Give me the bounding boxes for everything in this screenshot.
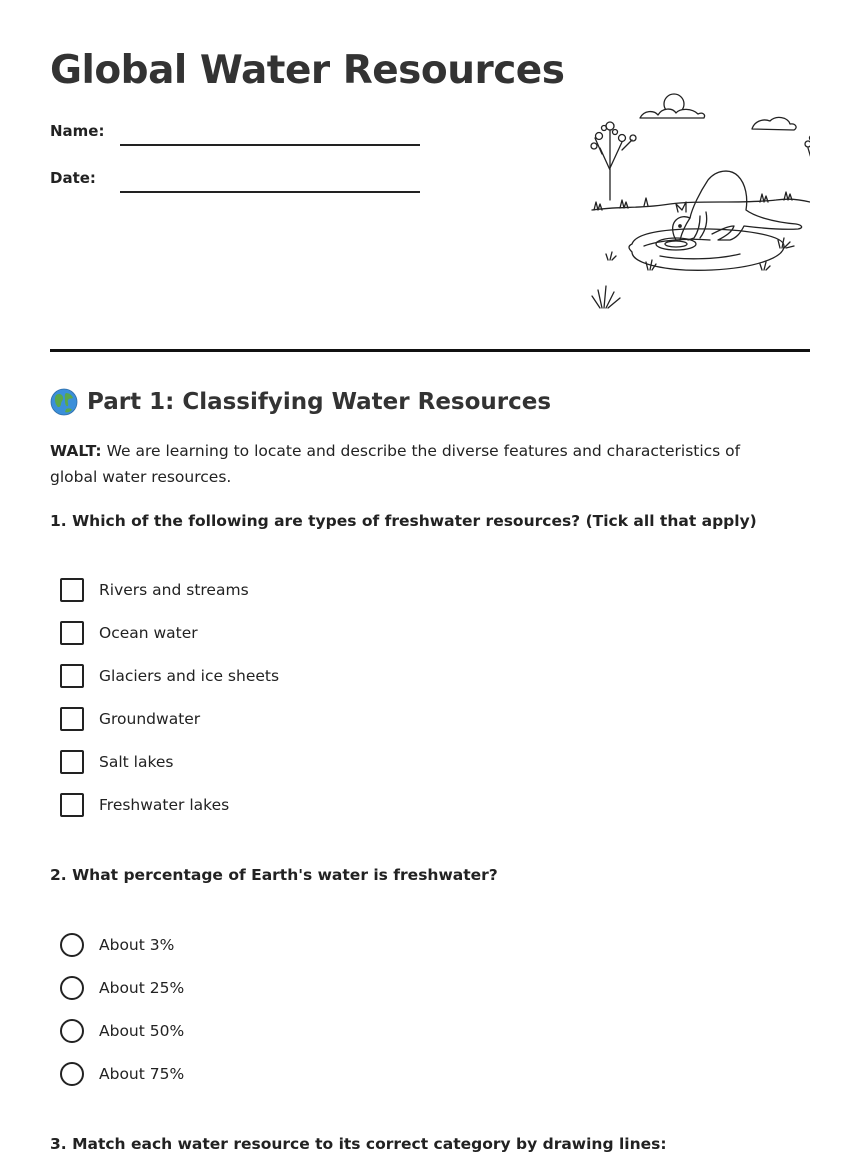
walt-text: We are learning to locate and describe the diverse features and characteristics of global water resources. bbox=[50, 442, 741, 486]
option-glaciers-ice-sheets[interactable]: Glaciers and ice sheets bbox=[60, 654, 279, 697]
section-divider bbox=[50, 349, 810, 352]
radio-button[interactable] bbox=[60, 1019, 84, 1043]
kangaroo-illustration bbox=[540, 88, 810, 316]
sun-icon bbox=[640, 94, 705, 118]
question-1: 1. Which of the following are types of freshwater resources? (Tick all that apply) bbox=[50, 512, 757, 530]
part1-heading bbox=[50, 388, 551, 416]
option-about-75-percent[interactable]: About 75% bbox=[60, 1052, 184, 1095]
option-about-3-percent[interactable]: About 3% bbox=[60, 923, 184, 966]
option-salt-lakes[interactable]: Salt lakes bbox=[60, 740, 279, 783]
walt-label: WALT: bbox=[50, 442, 102, 460]
page-title: Global Water Resources bbox=[50, 48, 565, 93]
tree-right-icon bbox=[805, 129, 810, 199]
option-about-50-percent[interactable]: About 50% bbox=[60, 1009, 184, 1052]
name-input-line[interactable] bbox=[120, 144, 420, 146]
date-input-line[interactable] bbox=[120, 191, 420, 193]
question-3: 3. Match each water resource to its correct category by drawing lines: bbox=[50, 1135, 667, 1153]
name-field bbox=[50, 122, 430, 152]
checkbox[interactable] bbox=[60, 664, 84, 688]
option-ocean-water[interactable]: Ocean water bbox=[60, 611, 279, 654]
cloud-icon bbox=[752, 117, 796, 130]
walt-statement bbox=[50, 438, 790, 490]
date-field bbox=[50, 169, 430, 199]
part1-heading-text: Part 1: Classifying Water Resources bbox=[87, 389, 552, 415]
checkbox[interactable] bbox=[60, 707, 84, 731]
question-2-options bbox=[60, 923, 184, 1095]
option-groundwater[interactable]: Groundwater bbox=[60, 697, 279, 740]
option-freshwater-lakes[interactable]: Freshwater lakes bbox=[60, 783, 279, 826]
radio-button[interactable] bbox=[60, 933, 84, 957]
globe-icon bbox=[50, 388, 78, 416]
option-rivers-streams[interactable]: Rivers and streams bbox=[60, 568, 279, 611]
grass-tuft-icon bbox=[592, 286, 620, 308]
checkbox[interactable] bbox=[60, 750, 84, 774]
option-about-25-percent[interactable]: About 25% bbox=[60, 966, 184, 1009]
tree-left-icon bbox=[591, 122, 636, 200]
checkbox[interactable] bbox=[60, 578, 84, 602]
name-label: Name: bbox=[50, 122, 105, 140]
checkbox[interactable] bbox=[60, 793, 84, 817]
checkbox[interactable] bbox=[60, 621, 84, 645]
question-1-options bbox=[60, 568, 279, 826]
date-label: Date: bbox=[50, 169, 96, 187]
radio-button[interactable] bbox=[60, 1062, 84, 1086]
radio-button[interactable] bbox=[60, 976, 84, 1000]
waterhole-icon bbox=[629, 229, 784, 270]
question-2: 2. What percentage of Earth's water is freshwater? bbox=[50, 866, 498, 884]
